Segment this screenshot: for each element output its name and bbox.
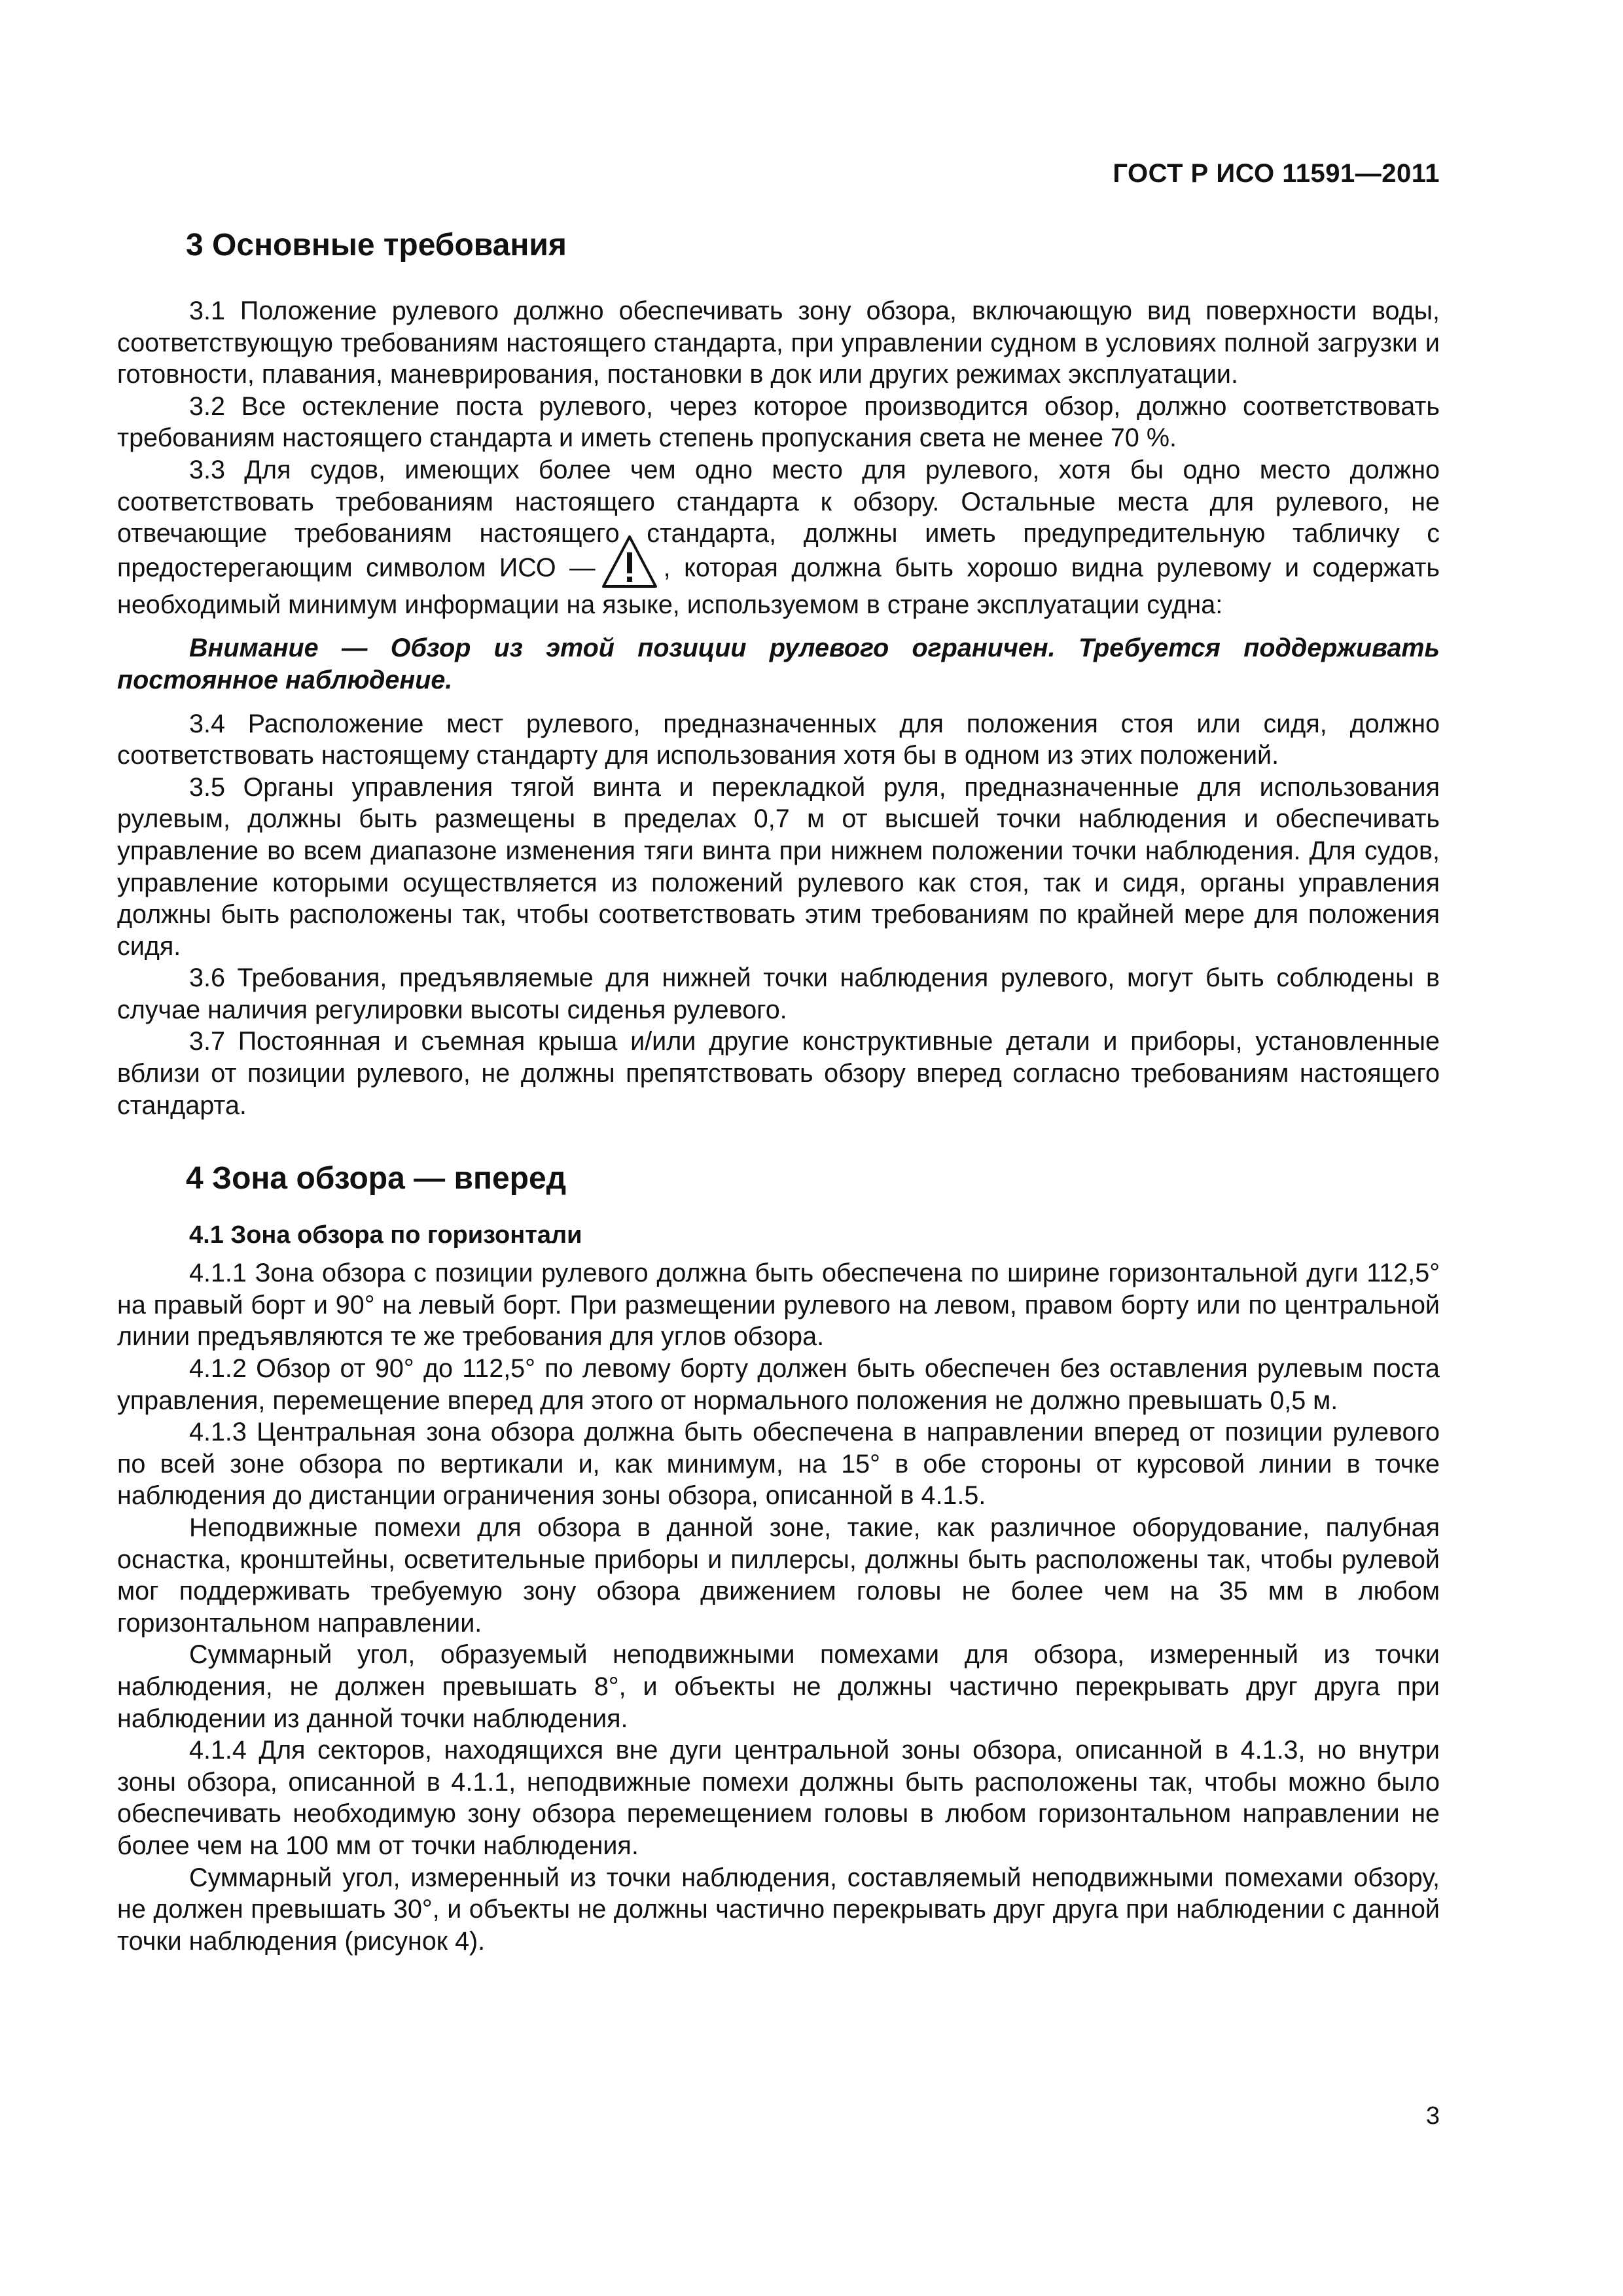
section-4-heading: 4 Зона обзора — вперед [186, 1161, 567, 1196]
section-3-heading: 3 Основные требования [186, 228, 567, 262]
page-number: 3 [1425, 2102, 1440, 2130]
paragraph-4-1-4-angle: Суммарный угол, измеренный из точки наблюдения, составляемый неподвижными помехами обзору, не должен превышать 30°, и объекты не должны частично перекрывать друг друга при наблюдении с данной точки наблюдения (рисунок 4). [117, 1863, 1440, 1956]
paragraph-4-1-3: 4.1.3 Центральная зона обзора должна быть обеспечена в направлении вперед от позиции рулевого по всей зоне обзора по вертикали и, как минимум, на 15° в обе стороны от курсовой линии в точке наблюдения до дистанции ограничения зоны обзора, описанной в 4.1.5. [117, 1418, 1440, 1511]
warning-notice: Внимание — Обзор из этой позиции рулевого ограничен. Требуется поддерживать постоянное наблюдение. [117, 634, 1440, 694]
paragraph-4-1-3-angle: Суммарный угол, образуемый неподвижными помехами для обзора, измеренный из точки наблюдения, не должен превышать 8°, и объекты не должны частично перекрывать друг друга при наблюдении из данной точки наблюдения. [117, 1640, 1440, 1733]
paragraph-3-7: 3.7 Постоянная и съемная крыша и/или другие конструктивные детали и приборы, установленные вблизи от позиции рулевого, не должны препятствовать обзору вперед согласно требованиям настоящего стандарта. [117, 1027, 1440, 1120]
paragraph-3-6: 3.6 Требования, предъявляемые для нижней точки наблюдения рулевого, могут быть соблюдены в случае наличия регулировки высоты сиденья рулевого. [117, 963, 1440, 1024]
paragraph-3-3-text-a: 3.3 Для судов, имеющих более чем одно место для рулевого, хотя бы одно место должно соответствовать требованиям настоящего стандарта к обзору. Остальные места для рулевого, не отвечающие требованиям настоящего стандарта, должны иметь предупредительную табличку с предостерегающим символом ИСО — [117, 455, 1440, 583]
warning-triangle-icon [601, 534, 658, 589]
paragraph-3-3 [117, 454, 1440, 620]
paragraph-4-1-4: 4.1.4 Для секторов, находящихся вне дуги центральной зоны обзора, описанной в 4.1.3, но внутри зоны обзора, описанной в 4.1.1, неподвижные помехи должны быть расположены так, чтобы можно было обеспечивать необходимую зону обзора перемещением головы в любом горизонтальном направлении не более чем на 100 мм от точки наблюдения. [117, 1736, 1440, 1860]
paragraph-3-1: 3.1 Положение рулевого должно обеспечивать зону обзора, включающую вид поверхности воды, соответствующую требованиям настоящего стандарта, при управлении судном в условиях полной загрузки и готовности, плавания, маневрирования, постановки в док или других режимах эксплуатации. [117, 296, 1440, 389]
document-code-header: ГОСТ Р ИСО 11591—2011 [1113, 159, 1440, 188]
subsection-4-1-heading: 4.1 Зона обзора по горизонтали [189, 1221, 582, 1249]
paragraph-4-1-1: 4.1.1 Зона обзора с позиции рулевого должна быть обеспечена по ширине горизонтальной дуги 112,5° на правый борт и 90° на левый борт. При размещении рулевого на левом, правом борту или по центральной линии предъявляются те же требования для углов обзора. [117, 1259, 1440, 1352]
paragraph-3-5: 3.5 Органы управления тягой винта и перекладкой руля, предназначенные для использования рулевым, должны быть размещены в пределах 0,7 м от высшей точки наблюдения и обеспечивать управление во всем диапазоне изменения тяги винта при нижнем положении точки наблюдения. Для судов, управление которыми осуществляется из положений рулевого как стоя, так и сидя, органы управления должны быть расположены так, чтобы соответствовать этим требованиям по крайней мере для положения сидя. [117, 772, 1440, 961]
paragraph-3-2: 3.2 Все остекление поста рулевого, через которое производится обзор, должно соответствовать требованиям настоящего стандарта и иметь степень пропускания света не менее 70 %. [117, 391, 1440, 453]
paragraph-4-1-3-obstacles: Неподвижные помехи для обзора в данной зоне, такие, как различное оборудование, палубная оснастка, кронштейны, осветительные приборы и пиллерсы, должны быть расположены так, чтобы рулевой мог поддерживать требуемую зону обзора движением головы не более чем на 35 мм в любом горизонтальном направлении. [117, 1513, 1440, 1638]
document-body [117, 226, 1440, 1957]
paragraph-4-1-2: 4.1.2 Обзор от 90° до 112,5° по левому борту должен быть обеспечен без оставления рулевым поста управления, перемещение вперед для этого от нормального положения не должно превышать 0,5 м. [117, 1354, 1440, 1415]
paragraph-3-3-text-b: , которая должна быть хорошо видна рулевому и содержать необходимый минимум информации на языке, используемом в стране эксплуатации судна: [117, 553, 1440, 619]
paragraph-3-4: 3.4 Расположение мест рулевого, предназначенных для положения стоя или сидя, должно соответствовать настоящему стандарту для использования хотя бы в одном из этих положений. [117, 709, 1440, 770]
